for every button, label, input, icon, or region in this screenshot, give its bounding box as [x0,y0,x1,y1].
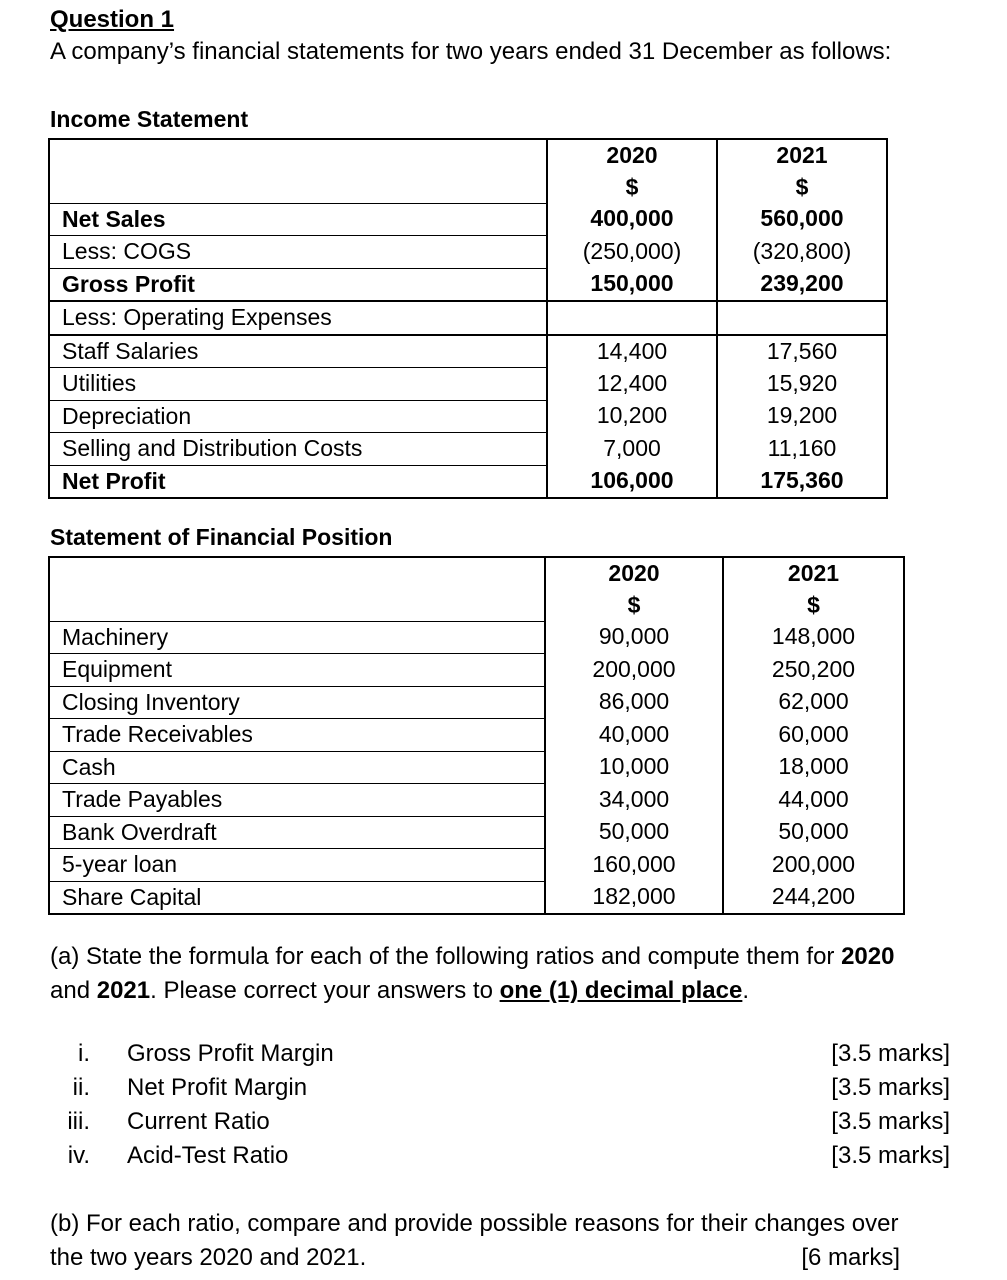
table-row [49,816,904,849]
table-row [49,686,904,719]
row-label: Trade Payables [49,784,545,817]
ratio-name: Gross Profit Margin [127,1040,334,1067]
ratio-marks: [3.5 marks] [831,1040,950,1067]
position-header-year-row [49,557,904,590]
value-2021: 44,000 [723,784,904,817]
row-label: Selling and Distribution Costs [49,433,547,466]
ratio-marks: [3.5 marks] [831,1142,950,1169]
value-2021: 17,560 [717,335,887,368]
value-2021: 200,000 [723,849,904,882]
financial-position-title: Statement of Financial Position [50,524,393,550]
value-2020: 50,000 [545,816,723,849]
list-item [50,1108,950,1142]
table-row [49,236,887,269]
value-2020: 10,200 [547,400,717,433]
value-2020: 14,400 [547,335,717,368]
list-item [50,1074,950,1108]
part-b-line-1: (b) For each ratio, compare and provide possible reasons for their changes over [50,1210,899,1237]
value-2020: 200,000 [545,654,723,687]
list-item [50,1040,950,1074]
table-row [49,301,887,335]
ratio-name: Net Profit Margin [127,1074,308,1101]
part-a-text-2: and [50,977,97,1004]
value-2021: (320,800) [717,236,887,269]
value-2020: 7,000 [547,433,717,466]
part-a-year-2: 2021 [96,977,151,1004]
value-2021: 239,200 [717,268,887,301]
position-header-currency-row [49,590,904,622]
value-2021: 19,200 [717,400,887,433]
row-label: Trade Receivables [49,719,545,752]
part-a-text-1: (a) State the formula for each of the following ratios and compute them for [50,943,842,970]
value-2020: (250,000) [547,236,717,269]
part-a-text-4: . [742,977,750,1004]
part-b-marks: [6 marks] [801,1244,900,1271]
value-2020: 12,400 [547,368,717,401]
ratio-marks: [3.5 marks] [831,1108,950,1135]
table-row [49,203,887,236]
income-year-2020: 2020 [547,139,717,172]
part-a-year-1: 2020 [841,943,895,970]
ratio-marks: [3.5 marks] [831,1074,950,1101]
income-statement-table [48,138,888,499]
value-2020: 40,000 [545,719,723,752]
value-2020: 86,000 [545,686,723,719]
table-row [49,400,887,433]
income-statement-title: Income Statement [50,106,249,132]
ratio-number: iv. [67,1142,90,1169]
value-2021: 18,000 [723,751,904,784]
table-row [49,621,904,654]
list-item [50,1142,950,1176]
table-row [49,368,887,401]
row-label: Equipment [49,654,545,687]
value-2020: 400,000 [547,203,717,236]
income-year-2021: 2021 [717,139,887,172]
value-2021: 15,920 [717,368,887,401]
value-2021: 50,000 [723,816,904,849]
value-2020: 90,000 [545,621,723,654]
value-2020: 10,000 [545,751,723,784]
value-2020 [547,301,717,335]
value-2021: 560,000 [717,203,887,236]
part-a-text-3: . Please correct your answers to [150,977,500,1004]
table-row [49,784,904,817]
value-2020: 182,000 [545,881,723,914]
row-label: Closing Inventory [49,686,545,719]
row-label: Share Capital [49,881,545,914]
financial-position-table [48,556,905,915]
question-intro: A company’s financial statements for two years ended 31 December as follows: [50,38,892,65]
row-label: Gross Profit [49,268,547,301]
value-2021: 60,000 [723,719,904,752]
part-a-instruction [50,940,970,1008]
row-label: Net Sales [49,203,547,236]
row-label: Less: Operating Expenses [49,301,547,335]
table-row [49,881,904,914]
value-2021: 250,200 [723,654,904,687]
table-row [49,719,904,752]
value-2020: 34,000 [545,784,723,817]
table-row [49,433,887,466]
position-currency-2020: $ [545,590,723,622]
income-currency-2020: $ [547,172,717,204]
position-year-2021: 2021 [723,557,904,590]
table-row [49,268,887,301]
ratio-list [50,1040,950,1176]
value-2021: 62,000 [723,686,904,719]
table-row [49,654,904,687]
position-currency-2021: $ [723,590,904,622]
part-a-precision: one (1) decimal place [499,977,743,1004]
row-label: Depreciation [49,400,547,433]
part-b-instruction [50,1207,980,1275]
table-row [49,465,887,498]
ratio-name: Current Ratio [127,1108,270,1135]
ratio-number: i. [78,1040,90,1067]
row-label: Cash [49,751,545,784]
value-2021: 244,200 [723,881,904,914]
ratio-name: Acid-Test Ratio [127,1142,289,1169]
value-2020: 160,000 [545,849,723,882]
row-label: Bank Overdraft [49,816,545,849]
income-header-year-row [49,139,887,172]
table-row [49,751,904,784]
row-label: Less: COGS [49,236,547,269]
income-currency-2021: $ [717,172,887,204]
value-2021: 175,360 [717,465,887,498]
table-row [49,335,887,368]
value-2020: 106,000 [547,465,717,498]
row-label: Staff Salaries [49,335,547,368]
row-label: 5-year loan [49,849,545,882]
question-title: Question 1 [50,6,175,33]
row-label: Machinery [49,621,545,654]
row-label: Utilities [49,368,547,401]
income-header-currency-row [49,172,887,204]
value-2021 [717,301,887,335]
value-2021: 11,160 [717,433,887,466]
ratio-number: ii. [72,1074,90,1101]
value-2020: 150,000 [547,268,717,301]
row-label: Net Profit [49,465,547,498]
position-year-2020: 2020 [545,557,723,590]
value-2021: 148,000 [723,621,904,654]
part-b-line-2: the two years 2020 and 2021. [50,1244,367,1271]
table-row [49,849,904,882]
ratio-number: iii. [67,1108,90,1135]
